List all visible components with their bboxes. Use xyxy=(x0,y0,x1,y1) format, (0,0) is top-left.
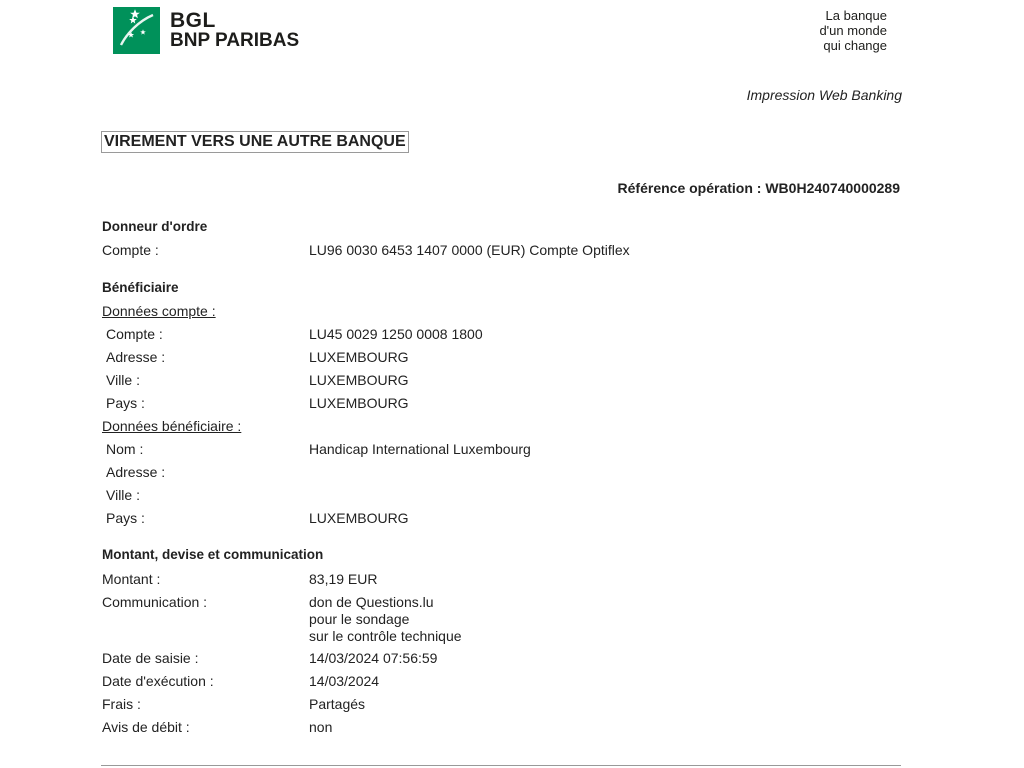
benef-ville-label: Ville : xyxy=(106,372,140,388)
donneur-compte-label: Compte : xyxy=(102,242,159,258)
benef-nom-label: Nom : xyxy=(106,441,144,457)
frais-label: Frais : xyxy=(102,696,141,712)
slogan-line-2: d'un monde xyxy=(819,23,887,38)
date-execution-label: Date d'exécution : xyxy=(102,673,214,689)
page-title: VIREMENT VERS UNE AUTRE BANQUE xyxy=(101,131,409,153)
logo-line-2: BNP PARIBAS xyxy=(170,29,300,51)
benef-adresse-value: LUXEMBOURG xyxy=(309,349,409,365)
date-execution-value: 14/03/2024 xyxy=(309,673,380,689)
benef-pays-label: Pays : xyxy=(106,395,145,411)
stars-logo-icon xyxy=(113,7,160,54)
subsection-donnees-compte: Données compte : xyxy=(102,303,216,319)
montant-label: Montant : xyxy=(102,571,161,587)
slogan xyxy=(819,8,887,53)
bottom-divider xyxy=(101,765,901,766)
benef-adresse2-label: Adresse : xyxy=(106,464,166,480)
bank-logo xyxy=(113,7,299,54)
communication-value xyxy=(309,594,462,645)
print-label: Impression Web Banking xyxy=(746,87,902,103)
subsection-donnees-beneficiaire: Données bénéficiaire : xyxy=(102,418,242,434)
avis-debit-value: non xyxy=(309,719,333,735)
section-title-donneur: Donneur d'ordre xyxy=(102,219,208,234)
benef-adresse-label: Adresse : xyxy=(106,349,166,365)
benef-pays-value: LUXEMBOURG xyxy=(309,395,409,411)
section-title-montant: Montant, devise et communication xyxy=(102,547,324,562)
communication-line-3: sur le contrôle technique xyxy=(309,628,462,644)
montant-value: 83,19 EUR xyxy=(309,571,378,587)
logo-line-1: BGL xyxy=(170,8,216,32)
benef-pays2-value: LUXEMBOURG xyxy=(309,510,409,526)
communication-line-1: don de Questions.lu xyxy=(309,594,434,610)
benef-ville-value: LUXEMBOURG xyxy=(309,372,409,388)
benef-ville2-label: Ville : xyxy=(106,487,140,503)
benef-compte-label: Compte : xyxy=(106,326,163,342)
operation-reference: Référence opération : WB0H240740000289 xyxy=(617,180,900,196)
frais-value: Partagés xyxy=(309,696,366,712)
communication-label: Communication : xyxy=(102,594,208,610)
date-saisie-label: Date de saisie : xyxy=(102,650,199,666)
avis-debit-label: Avis de débit : xyxy=(102,719,190,735)
benef-pays2-label: Pays : xyxy=(106,510,145,526)
benef-nom-value: Handicap International Luxembourg xyxy=(309,441,531,457)
date-saisie-value: 14/03/2024 07:56:59 xyxy=(309,650,438,666)
communication-line-2: pour le sondage xyxy=(309,611,410,627)
donneur-compte-value: LU96 0030 6453 1407 0000 (EUR) Compte Optiflex xyxy=(309,242,630,258)
section-title-beneficiaire: Bénéficiaire xyxy=(102,280,179,295)
logo-text xyxy=(170,8,300,51)
slogan-line-3: qui change xyxy=(823,38,887,53)
slogan-line-1: La banque xyxy=(825,8,887,23)
benef-compte-value: LU45 0029 1250 0008 1800 xyxy=(309,326,483,342)
